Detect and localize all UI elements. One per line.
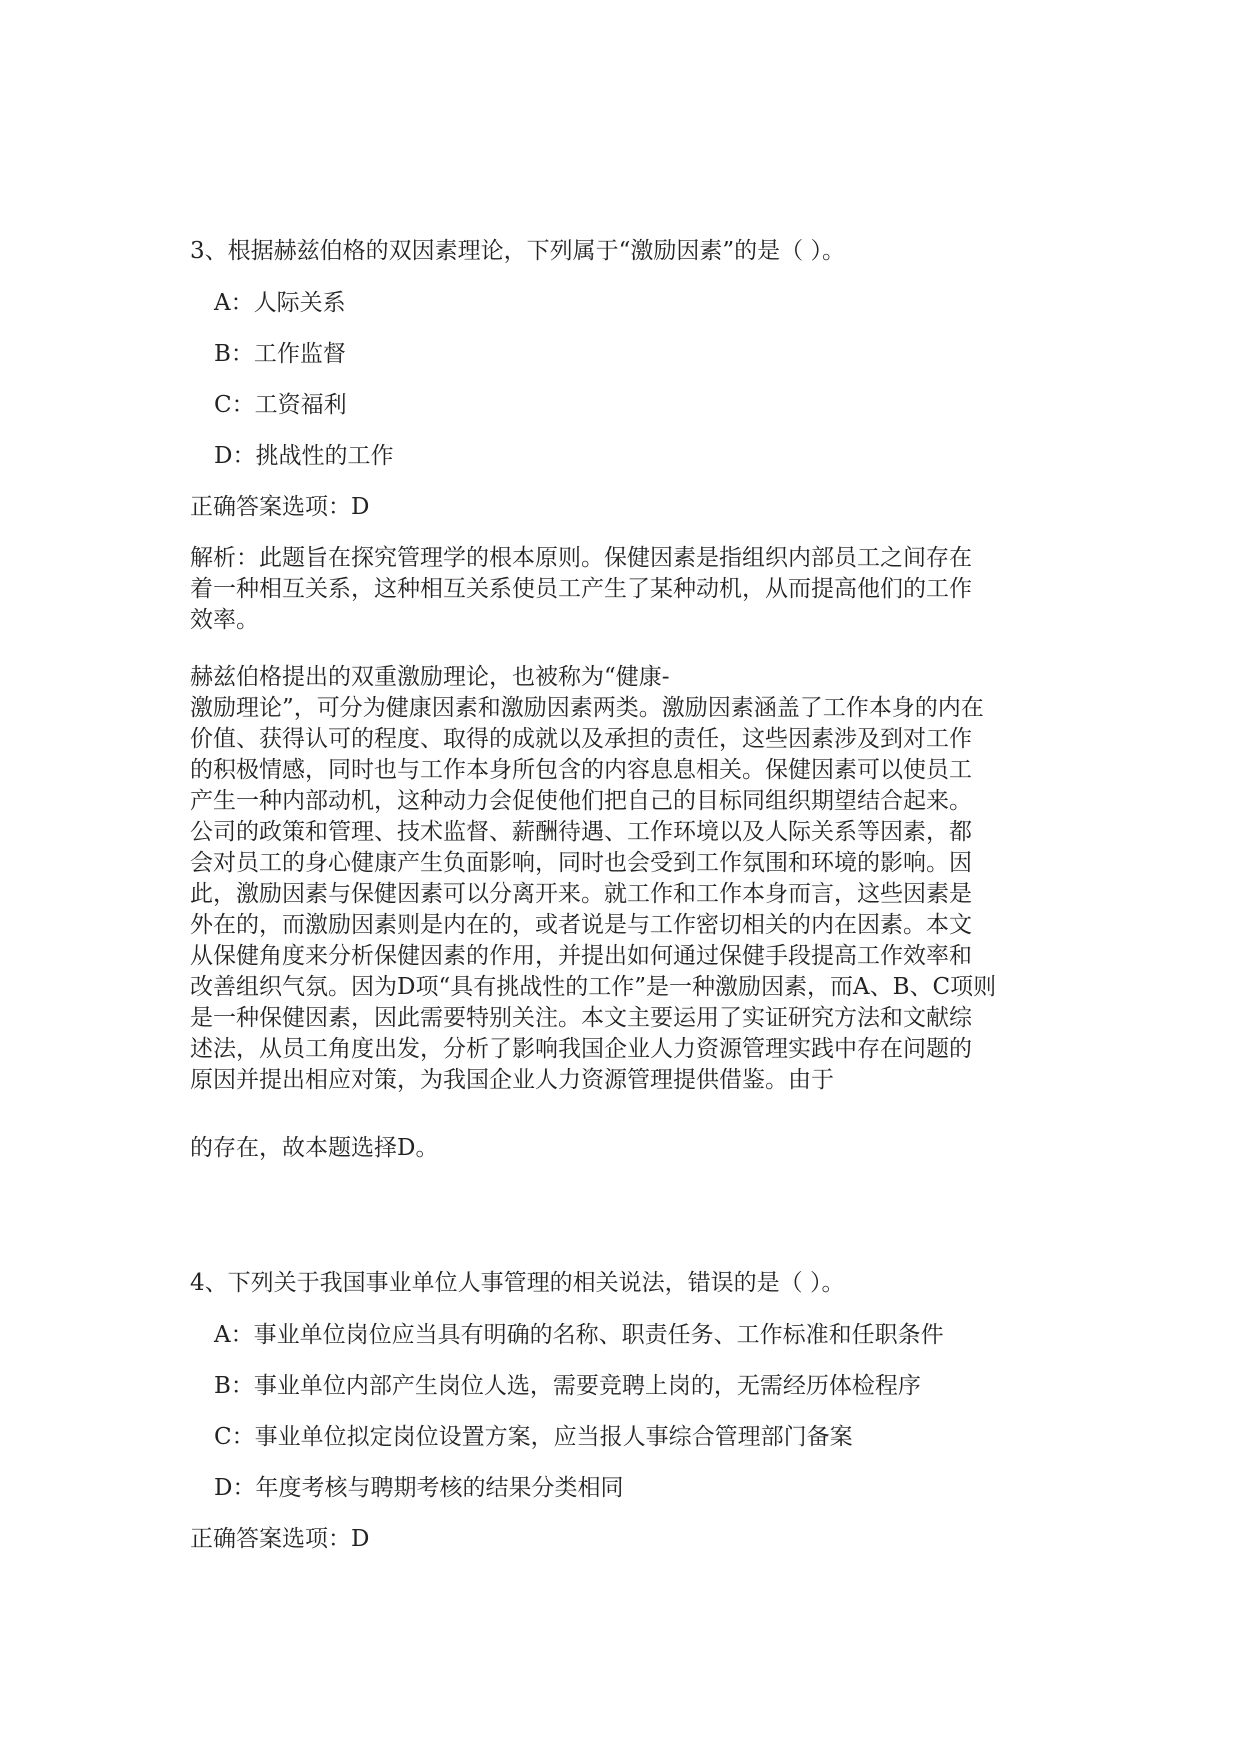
q4-question: 4、下列关于我国事业单位人事管理的相关说法，错误的是（ ）。 — [190, 1270, 845, 1296]
q3-detail-line: 激励理论”，可分为健康因素和激励因素两类。激励因素涵盖了工作本身的内在 — [190, 695, 984, 721]
q3-analysis-line: 解析：此题旨在探究管理学的根本原则。保健因素是指组织内部员工之间存在 — [190, 545, 972, 571]
q3-detail-line: 述法，从员工角度出发，分析了影响我国企业人力资源管理实践中存在问题的 — [190, 1036, 972, 1062]
q3-answer: 正确答案选项：D — [190, 494, 370, 520]
q3-detail-line: 此，激励因素与保健因素可以分离开来。就工作和工作本身而言，这些因素是 — [190, 881, 972, 907]
q3-detail-line: 是一种保健因素，因此需要特别关注。本文主要运用了实证研究方法和文献综 — [190, 1005, 972, 1031]
q3-detail-line: 产生一种内部动机，这种动力会促使他们把自己的目标同组织期望结合起来。 — [190, 788, 972, 814]
q4-option-a: A：事业单位岗位应当具有明确的名称、职责任务、工作标准和任职条件 — [214, 1322, 944, 1348]
q4-answer: 正确答案选项：D — [190, 1526, 370, 1552]
q3-detail-line: 赫兹伯格提出的双重激励理论，也被称为“健康- — [190, 664, 670, 690]
q4-option-d: D：年度考核与聘期考核的结果分类相同 — [214, 1475, 624, 1501]
q3-conclusion: 的存在，故本题选择D。 — [190, 1135, 439, 1161]
q3-detail-line: 从保健角度来分析保健因素的作用，并提出如何通过保健手段提高工作效率和 — [190, 943, 972, 969]
q3-detail-line: 改善组织气氛。因为D项“具有挑战性的工作”是一种激励因素，而A、B、C项则 — [190, 974, 997, 1000]
q3-detail — [190, 662, 1060, 1096]
q3-analysis-line: 着一种相互关系，这种相互关系使员工产生了某种动机，从而提高他们的工作 — [190, 576, 972, 602]
q3-option-b: B：工作监督 — [214, 341, 346, 367]
q3-question: 3、根据赫兹伯格的双因素理论，下列属于“激励因素”的是（ ）。 — [190, 238, 845, 264]
q3-detail-line: 的积极情感，同时也与工作本身所包含的内容息息相关。保健因素可以使员工 — [190, 757, 972, 783]
q4-option-b: B：事业单位内部产生岗位人选，需要竞聘上岗的，无需经历体检程序 — [214, 1373, 921, 1399]
q3-detail-line: 原因并提出相应对策，为我国企业人力资源管理提供借鉴。由于 — [190, 1067, 834, 1093]
q3-option-c: C：工资福利 — [214, 392, 347, 418]
q3-detail-line: 外在的，而激励因素则是内在的，或者说是与工作密切相关的内在因素。本文 — [190, 912, 972, 938]
document-page — [190, 0, 1060, 1754]
q4-option-c: C：事业单位拟定岗位设置方案，应当报人事综合管理部门备案 — [214, 1424, 853, 1450]
q3-detail-line: 会对员工的身心健康产生负面影响，同时也会受到工作氛围和环境的影响。因 — [190, 850, 972, 876]
q3-option-a: A：人际关系 — [214, 290, 346, 316]
q3-detail-line: 价值、获得认可的程度、取得的成就以及承担的责任，这些因素涉及到对工作 — [190, 726, 972, 752]
q3-option-d: D：挑战性的工作 — [214, 443, 394, 469]
q3-analysis-line: 效率。 — [190, 607, 259, 633]
q3-analysis — [190, 543, 1060, 636]
q3-detail-line: 公司的政策和管理、技术监督、薪酬待遇、工作环境以及人际关系等因素，都 — [190, 819, 972, 845]
